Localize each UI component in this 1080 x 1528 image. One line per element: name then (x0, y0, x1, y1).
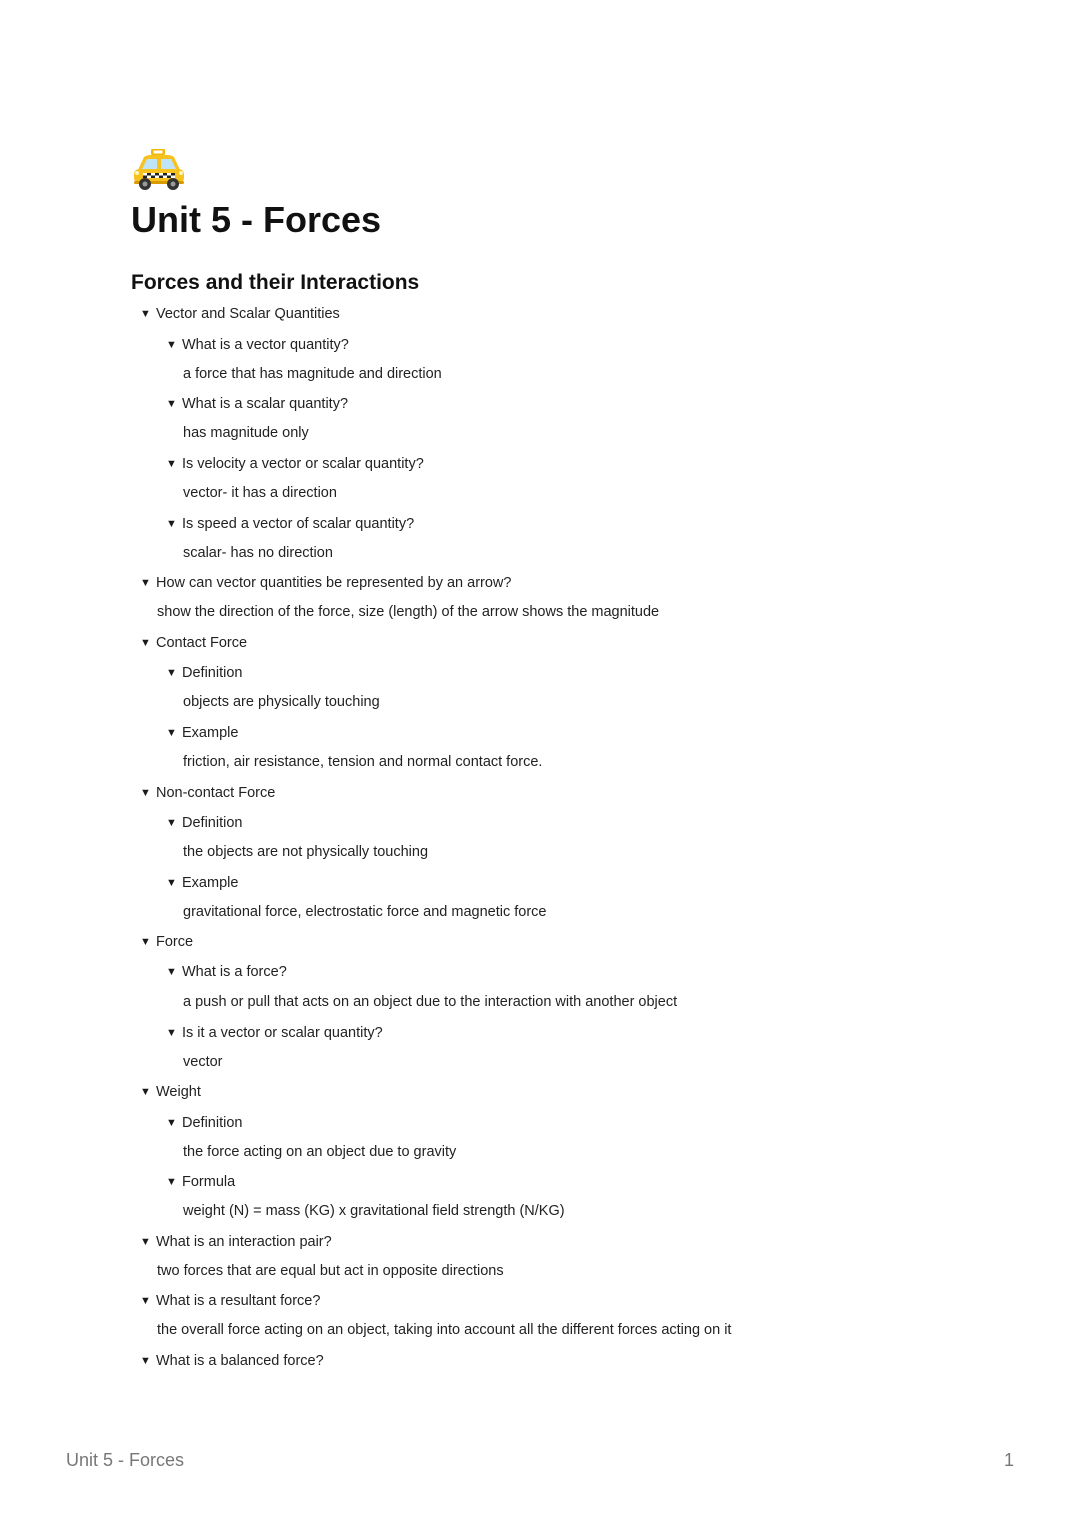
triangle-down-icon: ▼ (140, 1086, 151, 1098)
triangle-down-icon: ▼ (166, 817, 177, 829)
triangle-down-icon: ▼ (140, 787, 151, 799)
triangle-down-icon: ▼ (140, 637, 151, 649)
triangle-down-icon: ▼ (140, 936, 151, 948)
toggle-label: What is a force? (182, 964, 287, 980)
taxi-icon (131, 148, 187, 192)
toggle-label: Formula (182, 1174, 236, 1190)
answer-text: friction, air resistance, tension and normal contact force. (183, 754, 543, 770)
answer-text: the overall force acting on an object, taking into account all the different forces acting on it (157, 1322, 732, 1338)
toggle-weight-definition[interactable] (166, 1111, 242, 1135)
answer-text: show the direction of the force, size (length) of the arrow shows the magnitude (157, 604, 660, 620)
answer-text: scalar- has no direction (183, 545, 333, 561)
toggle-label: What is a vector quantity? (182, 337, 349, 353)
toggle-contact-force[interactable] (140, 631, 247, 655)
toggle-label: Definition (182, 815, 243, 831)
answer-text: objects are physically touching (183, 694, 380, 710)
triangle-down-icon: ▼ (166, 398, 177, 410)
toggle-velocity[interactable] (166, 452, 424, 476)
toggle-force[interactable] (140, 930, 193, 954)
toggle-vector-scalar[interactable] (140, 302, 340, 326)
toggle-weight[interactable] (140, 1080, 201, 1104)
answer-text: has magnitude only (183, 425, 309, 441)
answer-text: vector- it has a direction (183, 485, 337, 501)
answer-text: the force acting on an object due to gravity (183, 1144, 457, 1160)
toggle-vector-quantity[interactable] (166, 333, 349, 357)
page-title: Unit 5 - Forces (131, 199, 382, 240)
answer-text: gravitational force, electrostatic force and magnetic force (183, 904, 547, 920)
triangle-down-icon: ▼ (166, 339, 177, 351)
triangle-down-icon: ▼ (166, 518, 177, 530)
triangle-down-icon: ▼ (166, 667, 177, 679)
answer-text: vector (183, 1054, 223, 1070)
toggle-label: What is a scalar quantity? (182, 396, 349, 412)
page-number: 1 (1003, 1450, 1014, 1470)
triangle-down-icon: ▼ (166, 1176, 177, 1188)
toggle-contact-example[interactable] (166, 721, 238, 745)
triangle-down-icon: ▼ (140, 308, 151, 320)
answer-text: two forces that are equal but act in opposite directions (157, 1263, 504, 1279)
toggle-contact-definition[interactable] (166, 661, 242, 685)
triangle-down-icon: ▼ (166, 877, 177, 889)
toggle-scalar-quantity[interactable] (166, 392, 348, 416)
toggle-noncontact-definition[interactable] (166, 811, 242, 835)
triangle-down-icon: ▼ (166, 458, 177, 470)
toggle-label: Example (182, 725, 239, 741)
triangle-down-icon: ▼ (140, 1355, 151, 1367)
triangle-down-icon: ▼ (166, 1027, 177, 1039)
toggle-noncontact-force[interactable] (140, 781, 275, 805)
toggle-resultant-force[interactable] (140, 1289, 320, 1313)
answer-text: a push or pull that acts on an object due to the interaction with another object (183, 994, 678, 1010)
toggle-label: What is a resultant force? (156, 1293, 321, 1309)
toggle-label: Vector and Scalar Quantities (156, 306, 340, 322)
toggle-label: Definition (182, 1115, 243, 1131)
toggle-label: Is speed a vector of scalar quantity? (182, 516, 415, 532)
toggle-label: Non-contact Force (156, 785, 276, 801)
triangle-down-icon: ▼ (166, 727, 177, 739)
toggle-label: What is a balanced force? (156, 1353, 324, 1369)
toggle-label: Is velocity a vector or scalar quantity? (182, 456, 424, 472)
toggle-speed[interactable] (166, 512, 414, 536)
toggle-weight-formula[interactable] (166, 1170, 235, 1194)
footer-title: Unit 5 - Forces (66, 1450, 185, 1470)
toggle-what-is-force[interactable] (166, 960, 287, 984)
triangle-down-icon: ▼ (166, 1117, 177, 1129)
toggle-label: Definition (182, 665, 243, 681)
toggle-arrow-representation[interactable] (140, 571, 511, 595)
toggle-force-vector-scalar[interactable] (166, 1021, 383, 1045)
toggle-label: Is it a vector or scalar quantity? (182, 1025, 383, 1041)
toggle-label: Weight (156, 1084, 201, 1100)
toggle-balanced-force[interactable] (140, 1349, 324, 1373)
toggle-interaction-pair[interactable] (140, 1230, 332, 1254)
answer-text: weight (N) = mass (KG) x gravitational field strength (N/KG) (183, 1203, 565, 1219)
toggle-label: Contact Force (156, 635, 248, 651)
toggle-label: What is an interaction pair? (156, 1234, 332, 1250)
toggle-label: Force (156, 934, 194, 950)
triangle-down-icon: ▼ (166, 966, 177, 978)
answer-text: a force that has magnitude and direction (183, 366, 442, 382)
triangle-down-icon: ▼ (140, 577, 151, 589)
toggle-label: How can vector quantities be represented by an arrow? (156, 575, 512, 591)
answer-text: the objects are not physically touching (183, 844, 429, 860)
triangle-down-icon: ▼ (140, 1295, 151, 1307)
section-heading: Forces and their Interactions (131, 271, 420, 294)
toggle-noncontact-example[interactable] (166, 871, 238, 895)
triangle-down-icon: ▼ (140, 1236, 151, 1248)
toggle-label: Example (182, 875, 239, 891)
